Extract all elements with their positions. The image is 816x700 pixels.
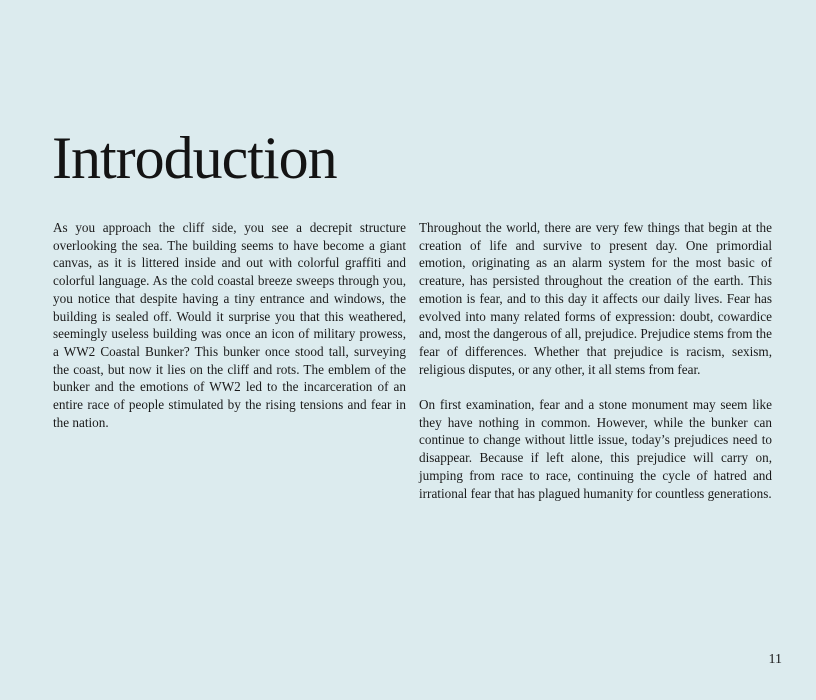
right-text-column	[419, 219, 772, 502]
body-paragraph: Throughout the world, there are very few things that begin at the creation of life and survive to present day. One primordial emotion, originating as an alarm system for the most basic of creature, has persisted throughout the creation of the earth. This emotion is fear, and to this day it affects our daily lives. Fear has evolved into many related forms of expression: doubt, cowardice and, most the dangerous of all, prejudice. Prejudice stems from the fear of differences. Whether that prejudice is racism, sexism, religious disputes, or any other, it all stems from fear.	[419, 220, 772, 377]
page-title: Introduction	[52, 125, 337, 191]
left-text-column	[53, 219, 406, 431]
page-number: 11	[768, 652, 782, 667]
body-paragraph: As you approach the cliff side, you see a decrepit structure overlooking the sea. The building seems to have become a giant canvas, as it is littered inside and out with colorful graffiti and colorful language. As the cold coastal breeze sweeps through you, you notice that despite having a tiny entrance and windows, the building is sealed off. Would it surprise you that this weathered, seemingly useless building was once an icon of military prowess, a WW2 Coastal Bunker? This bunker once stood tall, surveying the coast, but now it lies on the cliff and rots. The emblem of the bunker and the emotions of WW2 led to the incarceration of an entire race of people stimulated by the rising tensions and fear in the nation.	[53, 220, 406, 430]
body-paragraph: On first examination, fear and a stone monument may seem like they have nothing in common. However, while the bunker can continue to change without little issue, today’s prejudices need to disappear. Because if left alone, this prejudice will carry on, jumping from race to race, continuing the cycle of hatred and irrational fear that has plagued humanity for countless generations.	[419, 397, 772, 501]
